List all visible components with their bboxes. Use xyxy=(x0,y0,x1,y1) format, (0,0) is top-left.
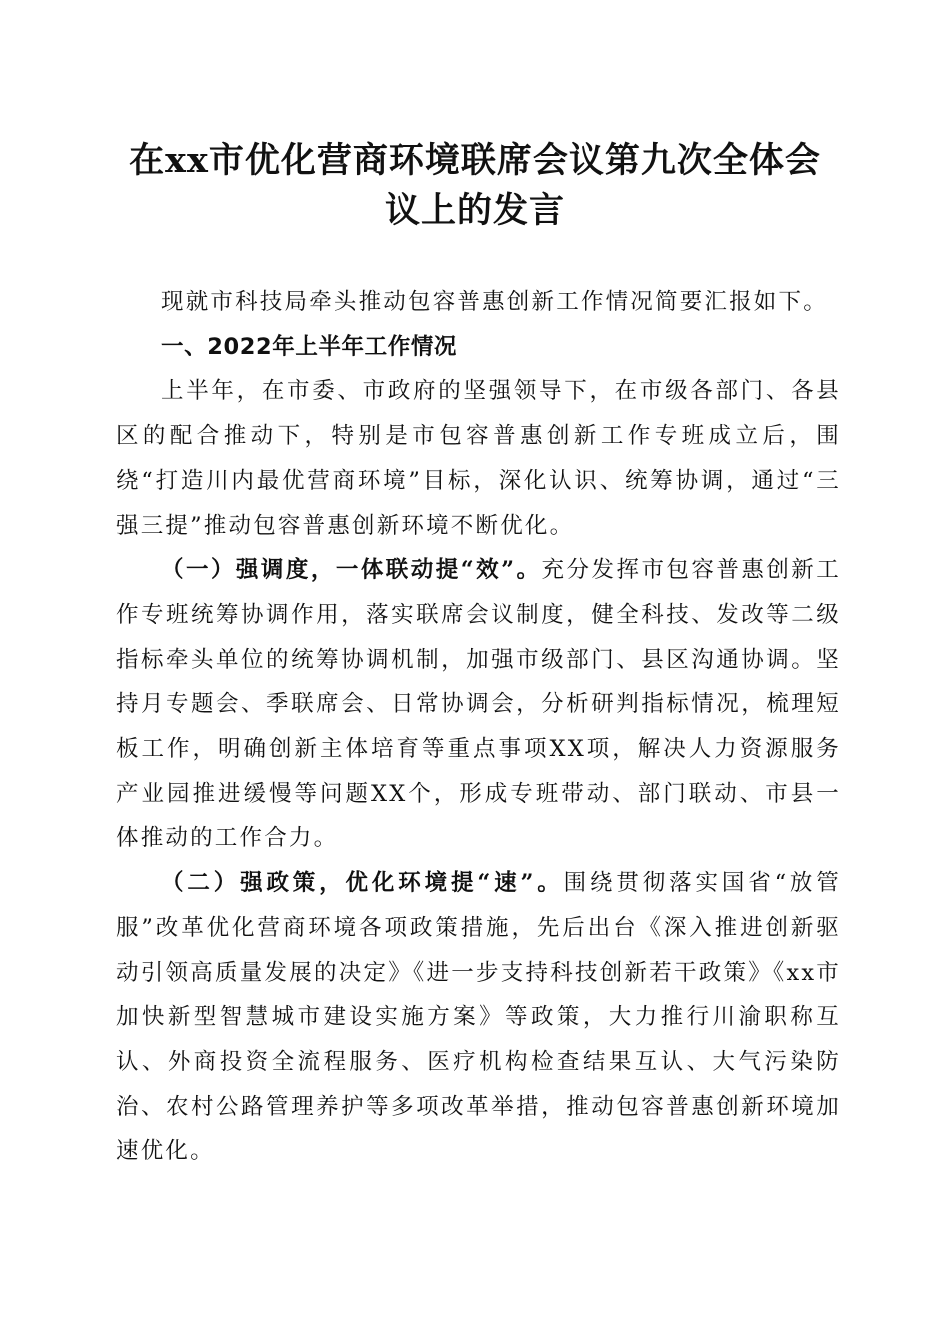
page-title xyxy=(100,136,850,236)
item-paragraph-2 xyxy=(116,861,841,1174)
item-2-text: 围绕贯彻落实国省“放管服”改革优化营商环境各项政策措施，先后出台《深入推进创新驱动引领高质量发展的决定》《进一步支持科技创新若干政策》《xx市加快新型智慧城市建设实施方案》等政策，大力推行川渝职称互认、外商投资全流程服务、医疗机构检查结果互认、大气污染防治、农村公路管理养护等多项改革举措，推动包容普惠创新环境加速优化。 xyxy=(116,870,841,1165)
section-heading: 一、2022年上半年工作情况 xyxy=(161,333,458,360)
item-1-text: 充分发挥市包容普惠创新工作专班统筹协调作用，落实联席会议制度，健全科技、发改等二级指标牵头单位的统筹协调机制，加强市级部门、县区沟通协调。坚持月专题会、季联席会、日常协调会，分析研判指标情况，梳理短板工作，明确创新主体培育等重点事项XX项，解决人力资源服务产业园推进缓慢等问题XX个，形成专班带动、部门联动、市县一体推动的工作合力。 xyxy=(116,557,841,852)
section-paragraph: 上半年，在市委、市政府的坚强领导下，在市级各部门、各县区的配合推动下，特别是市包容普惠创新工作专班成立后，围绕“打造川内最优营商环境”目标，深化认识、统筹协调，通过“三强三提”推动包容普惠创新环境不断优化。 xyxy=(116,378,841,539)
title-line-2: 议上的发言 xyxy=(384,190,565,231)
item-paragraph-1 xyxy=(116,548,841,861)
item-1-lead: （一）强调度，一体联动提“效”。 xyxy=(161,557,542,584)
intro-paragraph: 现就市科技局牵头推动包容普惠创新工作情况简要汇报如下。 xyxy=(161,289,828,315)
document-body xyxy=(116,280,841,1174)
title-line-1: 在xx市优化营商环境联席会议第九次全体会 xyxy=(129,140,821,181)
item-2-lead: （二）强政策，优化环境提“速”。 xyxy=(161,870,564,897)
